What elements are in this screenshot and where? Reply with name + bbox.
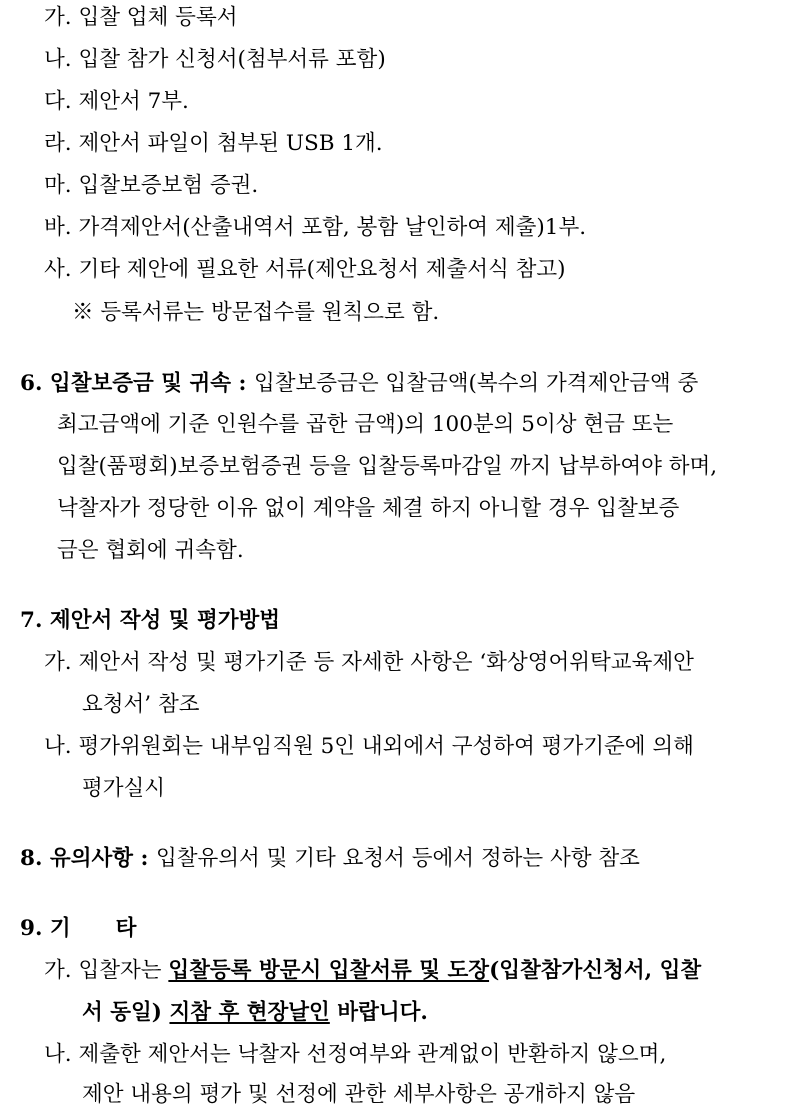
section-9-emphasis-1: 입찰등록 방문시 입찰서류 및 도장 <box>168 958 490 983</box>
list-item: 마. 입찰보증보험 증권. <box>44 173 259 198</box>
section-9-bold-3: 바랍니다. <box>329 1000 428 1025</box>
section-7-heading: 7. 제안서 작성 및 평가방법 <box>20 608 281 633</box>
section-9-item-a-cont <box>82 998 428 1028</box>
section-9-item-a-prefix: 가. 입찰자는 <box>44 958 169 983</box>
section-6-line: 낙찰자가 정당한 이유 없이 계약을 체결 하지 아니할 경우 입찰보증 <box>57 496 680 521</box>
section-7-item-cont: 평가실시 <box>82 776 166 801</box>
section-7-item: 나. 평가위원회는 내부임직원 5인 내외에서 구성하여 평가기준에 의해 <box>44 734 694 759</box>
list-item: 사. 기타 제안에 필요한 서류(제안요청서 제출서식 참고) <box>44 257 566 282</box>
section-7-item-cont: 요청서’ 참조 <box>82 692 200 717</box>
section-8-text: 입찰유의서 및 기타 요청서 등에서 정하는 사항 참조 <box>155 846 640 871</box>
list-item: 가. 입찰 업체 등록서 <box>44 5 238 30</box>
section-6-separator: : <box>231 371 254 396</box>
section-8-heading: 8. 유의사항 <box>20 846 134 871</box>
section-8-separator: : <box>133 846 156 871</box>
section-9-emphasis-2: 지참 후 현장날인 <box>169 1000 330 1025</box>
section-9-bold-1: (입찰참가신청서, 입찰 <box>489 958 702 983</box>
section-9-item-b: 나. 제출한 제안서는 낙찰자 선정여부와 관계없이 반환하지 않으며, <box>44 1042 667 1067</box>
section-6-heading: 6. 입찰보증금 및 귀속 <box>20 371 232 396</box>
section-6-line: 입찰(품평회)보증보험증권 등을 입찰등록마감일 까지 납부하여야 하며, <box>57 454 718 479</box>
submission-note: ※ 등록서류는 방문접수를 원칙으로 함. <box>72 300 440 325</box>
section-9-item-b-cont: 제안 내용의 평가 및 선정에 관한 세부사항은 공개하지 않음 <box>82 1082 636 1107</box>
section-6-text: 입찰보증금은 입찰금액(복수의 가격제안금액 중 <box>253 371 699 396</box>
list-item: 바. 가격제안서(산출내역서 포함, 봉함 날인하여 제출)1부. <box>44 215 587 240</box>
section-7-item: 가. 제안서 작성 및 평가기준 등 자세한 사항은 ‘화상영어위탁교육제안 <box>44 650 694 675</box>
section-9-item-a <box>44 956 701 986</box>
section-6-line: 금은 협회에 귀속함. <box>57 538 244 563</box>
list-item: 나. 입찰 참가 신청서(첨부서류 포함) <box>44 47 386 72</box>
section-6-line: 최고금액에 기준 인원수를 곱한 금액)의 100분의 5이상 현금 또는 <box>57 412 674 437</box>
list-item: 라. 제안서 파일이 첨부된 USB 1개. <box>44 131 383 156</box>
section-9-heading: 9. 기 타 <box>20 916 137 941</box>
section-9-bold-2: 서 동일) <box>82 1000 170 1025</box>
list-item: 다. 제안서 7부. <box>44 89 189 114</box>
section-8-line <box>20 844 640 874</box>
section-6-line-1 <box>20 369 698 399</box>
